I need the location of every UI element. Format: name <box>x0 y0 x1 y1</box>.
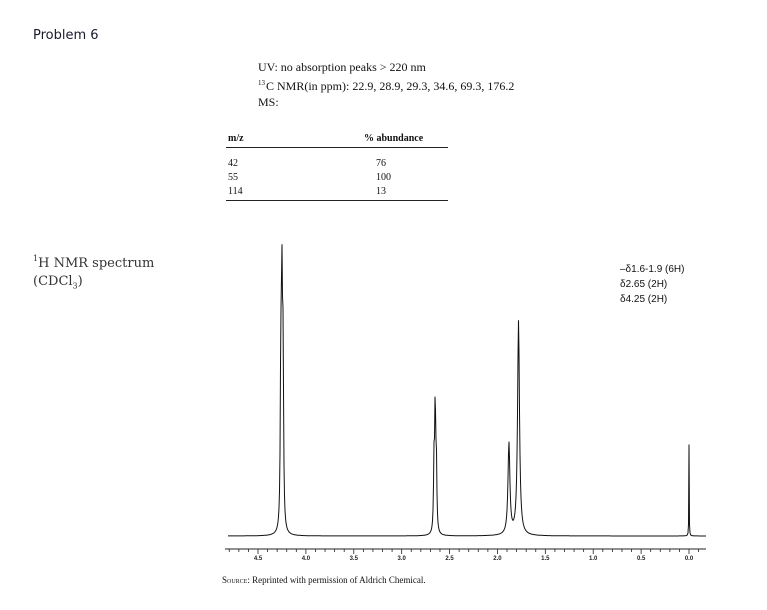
tick-label: 3.0 <box>397 556 406 562</box>
mz-header: m/z <box>228 133 244 144</box>
tick-label: 1.0 <box>589 556 598 562</box>
tick-label: 4.5 <box>253 556 263 562</box>
c13-text: C NMR(in ppm): 22.9, 28.9, 29.3, 34.6, 69.3, 176.2 <box>266 79 515 93</box>
mz-cell: 55 <box>228 172 238 183</box>
abundance-cell: 13 <box>376 186 386 197</box>
ms-line: MS: <box>258 95 279 109</box>
abundance-cell: 76 <box>376 158 386 169</box>
mz-cell: 114 <box>228 186 243 197</box>
mz-cell: 42 <box>228 158 238 169</box>
solvent-prefix: (CDCl <box>33 274 73 289</box>
h1-superscript: 1 <box>33 254 39 263</box>
spectrum-ticks <box>229 549 698 554</box>
solvent-suffix: ) <box>77 274 83 289</box>
tick-label: 0.5 <box>636 556 646 562</box>
peak-label: δ4.25 (2H) <box>620 294 668 305</box>
source-credit <box>222 575 426 585</box>
tick-label: 3.5 <box>349 556 358 562</box>
abundance-header: % abundance <box>364 133 424 144</box>
uv-line: UV: no absorption peaks > 220 nm <box>258 60 426 74</box>
peak-label: δ2.65 (2H) <box>620 279 668 290</box>
problem-title: Problem 6 <box>33 28 99 43</box>
tick-label: 2.0 <box>493 556 502 562</box>
abundance-cell: 100 <box>376 172 391 183</box>
solvent-subscript: 3 <box>72 281 78 291</box>
source-text: Reprinted with permission of Aldrich Chemical. <box>249 575 426 585</box>
tick-label: 0.0 <box>684 556 694 562</box>
source-prefix: Source: <box>222 575 250 585</box>
tick-label: 1.5 <box>541 556 550 562</box>
spectrum-tick-labels <box>254 556 694 562</box>
peak-label: –δ1.6-1.9 (6H) <box>620 264 685 275</box>
tick-label: 2.5 <box>445 556 454 562</box>
c13-superscript: 13 <box>258 79 265 87</box>
nmr-label-text: H NMR spectrum <box>38 256 155 271</box>
spectrum-trace <box>228 244 706 536</box>
tick-label: 4.0 <box>301 556 311 562</box>
